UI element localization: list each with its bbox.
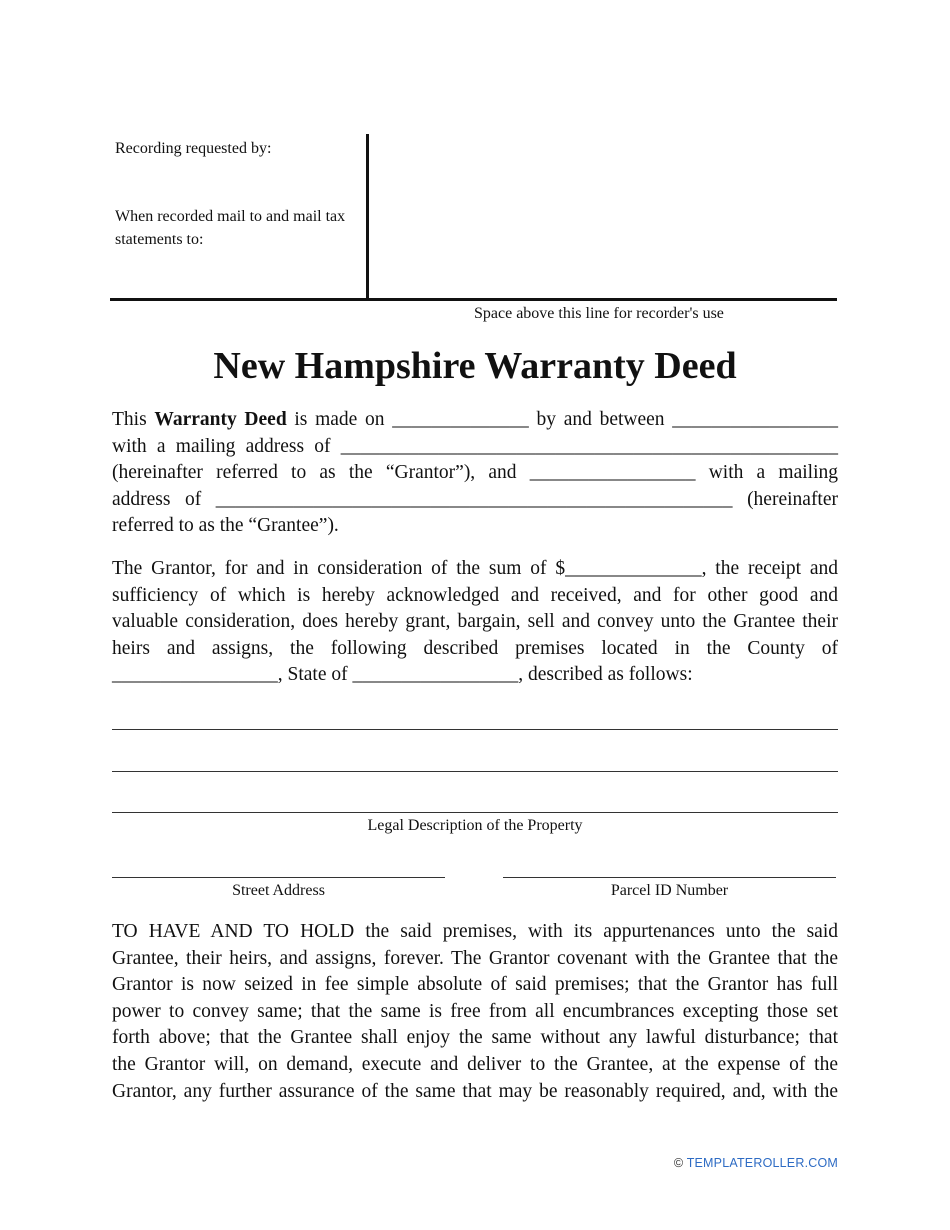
habendum-line-7: Grantor, any further assurance of the same that may be reasonably required, and, with the	[112, 1080, 838, 1102]
street-address-caption: Street Address	[232, 882, 325, 899]
legal-description-caption: Legal Description of the Property	[367, 817, 583, 834]
parcel-id-line[interactable]	[503, 877, 836, 878]
street-address-line[interactable]	[112, 877, 445, 878]
consideration-line-3: valuable consideration, does hereby grant, bargain, sell and convey unto the Grantee their	[112, 611, 838, 633]
copyright-icon: ©	[673, 1156, 684, 1170]
intro-line-5: referred to as the “Grantee”).	[112, 515, 339, 537]
consideration-paragraph	[112, 556, 838, 689]
habendum-line-6: the Grantor will, on demand, execute and deliver to the Grantee, at the expense of the	[112, 1053, 838, 1075]
mail-to-label-line1: When recorded mail to and mail tax	[115, 208, 346, 225]
consideration-line-2: sufficiency of which is hereby acknowledged and received, and for other good and	[112, 584, 838, 606]
habendum-line-3: Grantor is now seized in fee simple absolute of said premises; that the Grantor has full	[112, 974, 838, 996]
legal-description-line-3[interactable]	[112, 812, 838, 813]
footer-credit	[674, 1156, 838, 1170]
habendum-line-1: TO HAVE AND TO HOLD the said premises, with its appurtenances unto the said	[112, 921, 838, 942]
document-title: New Hampshire Warranty Deed	[213, 345, 737, 387]
mail-to-label-line2: statements to:	[115, 231, 204, 248]
mail-to-label	[115, 205, 345, 251]
habendum-line-5: forth above; that the Grantee shall enjoy the same without any lawful disturbance; that	[112, 1027, 838, 1049]
intro-line-4: address of _____________________________________________________ (hereinafter	[112, 488, 838, 510]
warranty-deed-term: Warranty Deed	[154, 409, 287, 430]
intro-line-1-end: is made on ______________ by and between _________________	[286, 409, 839, 430]
recorder-use-note: Space above this line for recorder's use	[474, 305, 724, 322]
intro-line-1	[112, 407, 838, 434]
recording-box-divider	[366, 134, 369, 300]
consideration-line-5: _________________, State of _________________, described as follows:	[112, 664, 693, 686]
parcel-id-caption: Parcel ID Number	[610, 882, 729, 899]
legal-description-line-1[interactable]	[112, 729, 838, 730]
habendum-line-4: power to convey same; that the same is free from all encumbrances excepting those set	[112, 1000, 838, 1022]
intro-line-1-start: This	[112, 409, 155, 430]
intro-paragraph	[112, 407, 838, 540]
consideration-line-4: heirs and assigns, the following described premises located in the County of	[112, 637, 838, 659]
habendum-line-2: Grantee, their heirs, and assigns, forever. The Grantor covenant with the Grantee that the	[112, 947, 838, 969]
recording-requested-label: Recording requested by:	[115, 140, 272, 157]
legal-description-line-2[interactable]	[112, 771, 838, 772]
intro-line-2: with a mailing address of ___________________________________________________	[112, 435, 838, 457]
intro-line-3: (hereinafter referred to as the “Grantor”), and _________________ with a mailing	[112, 462, 838, 484]
habendum-paragraph	[112, 919, 838, 1105]
recorder-use-line	[110, 298, 837, 301]
templateroller-link[interactable]: TEMPLATEROLLER.COM	[686, 1156, 838, 1170]
consideration-line-1: The Grantor, for and in consideration of the sum of $______________, the receipt and	[112, 558, 838, 579]
